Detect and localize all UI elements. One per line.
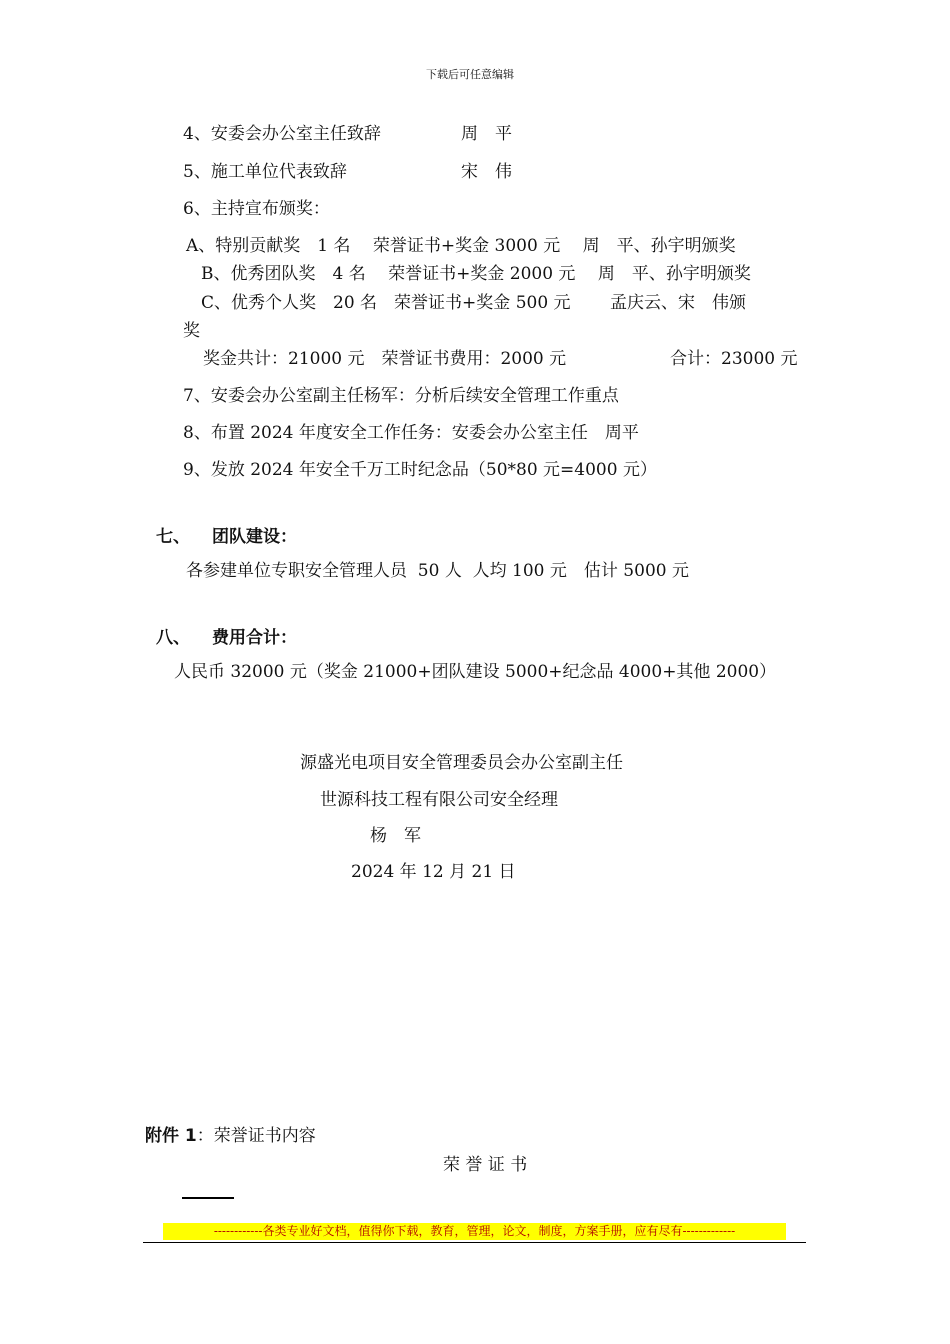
footer-banner: ------------各类专业好文档，值得你下载，教育，管理，论文，制度，方案手册，应有尽有------------- <box>163 1223 786 1240</box>
page-header-note: 下载后可任意编辑 <box>426 68 514 81</box>
agenda-item-5-person: 宋 伟 <box>461 162 512 182</box>
award-a: A、特别贡献奖 1 名 荣誉证书+奖金 3000 元 周 平、孙宇明颁奖 <box>186 236 736 256</box>
attachment-heading <box>145 1126 316 1146</box>
agenda-item-8: 8、布置 2024 年度安全工作任务：安委会办公室主任 周平 <box>183 423 639 443</box>
certificate-title: 荣 誉 证 书 <box>443 1155 528 1175</box>
section-7-body: 各参建单位专职安全管理人员 50 人 人均 100 元 估计 5000 元 <box>186 561 689 581</box>
signature-date: 2024 年 12 月 21 日 <box>351 862 516 882</box>
section-8-number: 八、 <box>156 628 190 648</box>
agenda-item-4-person: 周 平 <box>461 124 512 144</box>
award-c: C、优秀个人奖 20 名 荣誉证书+奖金 500 元 孟庆云、宋 伟颁 <box>201 293 746 313</box>
short-underline <box>182 1197 234 1199</box>
agenda-item-4: 4、安委会办公室主任致辞 <box>183 124 381 144</box>
section-7-title: 团队建设： <box>212 527 297 547</box>
footer-rule <box>143 1242 806 1243</box>
signature-line-2: 世源科技工程有限公司安全经理 <box>320 790 558 810</box>
agenda-item-9: 9、发放 2024 年安全千万工时纪念品（50*80 元=4000 元） <box>183 460 657 480</box>
section-8-body: 人民币 32000 元（奖金 21000+团队建设 5000+纪念品 4000+其他 2000） <box>174 662 777 682</box>
attachment-label: 附件 1 <box>145 1126 197 1146</box>
section-8-title: 费用合计： <box>212 628 297 648</box>
signature-line-1: 源盛光电项目安全管理委员会办公室副主任 <box>300 753 623 773</box>
award-grand-total: 合计：23000 元 <box>670 349 798 369</box>
attachment-description: ：荣誉证书内容 <box>196 1126 316 1146</box>
award-c-wrap: 奖 <box>183 321 200 341</box>
award-b: B、优秀团队奖 4 名 荣誉证书+奖金 2000 元 周 平、孙宇明颁奖 <box>201 264 751 284</box>
section-7-number: 七、 <box>156 527 190 547</box>
signature-name: 杨 军 <box>370 826 421 846</box>
agenda-item-6: 6、主持宣布颁奖： <box>183 199 330 219</box>
agenda-item-5: 5、施工单位代表致辞 <box>183 162 347 182</box>
agenda-item-7: 7、安委会办公室副主任杨军：分析后续安全管理工作重点 <box>183 386 619 406</box>
award-totals: 奖金共计：21000 元 荣誉证书费用：2000 元 <box>203 349 567 369</box>
